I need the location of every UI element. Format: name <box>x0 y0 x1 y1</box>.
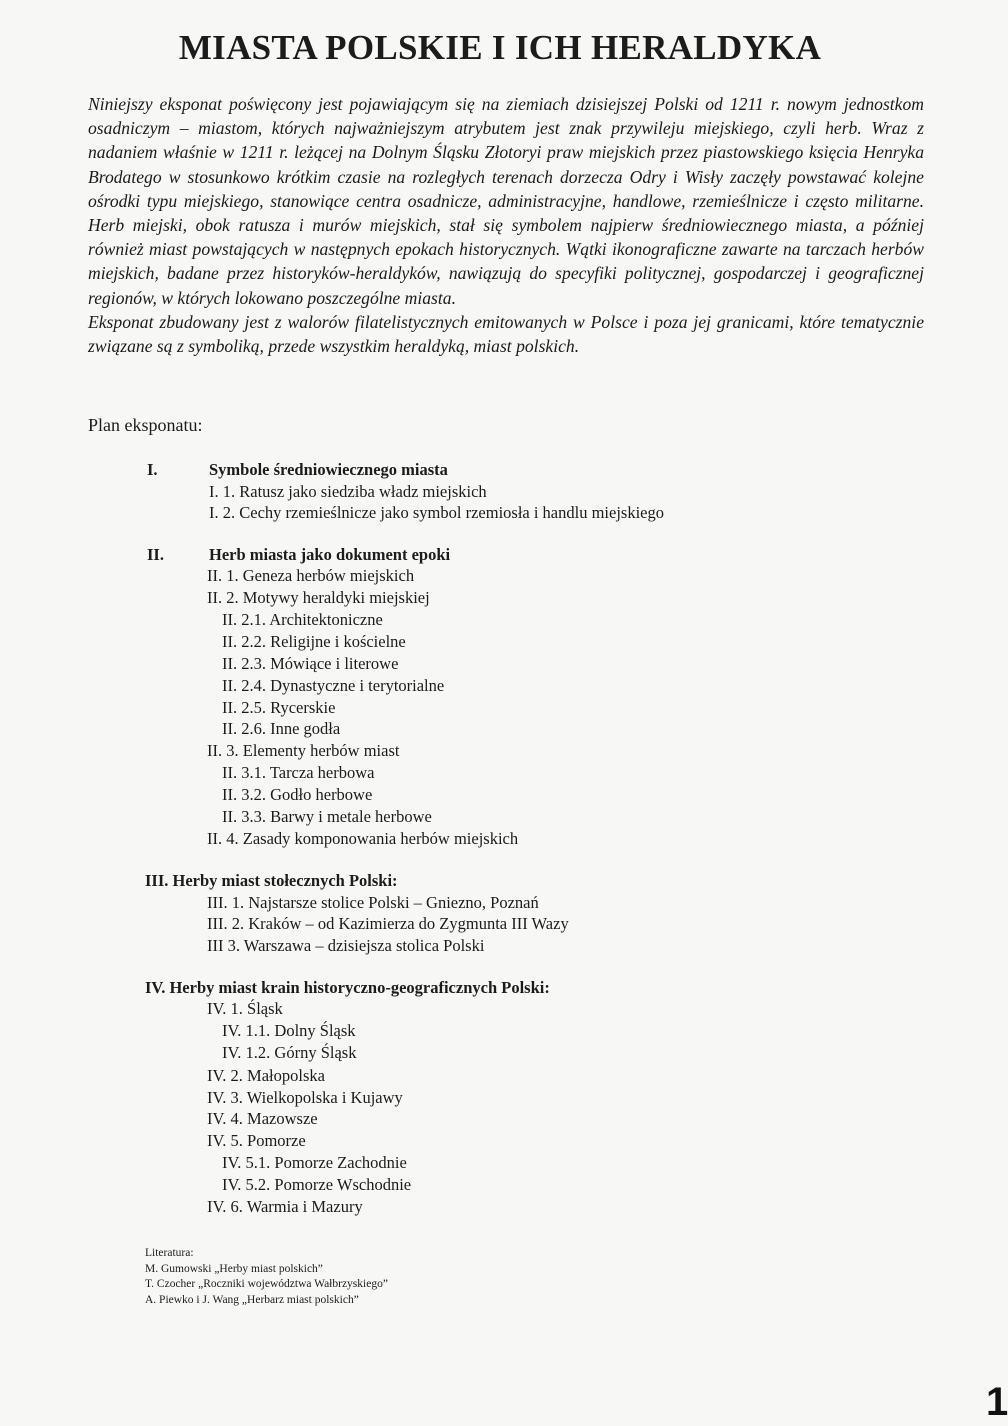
toc-subitem: II. 3.2. Godło herbowe <box>222 785 373 804</box>
toc-subitem: II. 2.6. Inne godła <box>222 719 341 738</box>
section-number: II. <box>147 545 164 564</box>
section-title: IV. Herby miast krain historyczno-geograficznych Polski: <box>145 978 550 997</box>
toc-item: III. 1. Najstarsze stolice Polski – Gniezno, Poznań <box>207 893 539 912</box>
toc-subitem: IV. 5.2. Pomorze Wschodnie <box>222 1175 412 1194</box>
intro-paragraph-2: Eksponat zbudowany jest z walorów filatelistycznych emitowanych w Polsce i poza jej granicami, które tematycznie związane są z symboliką, przede wszystkim heraldyką, miast polskich. <box>88 311 924 357</box>
toc-item: II. 4. Zasady komponowania herbów miejskich <box>207 829 519 848</box>
toc-item: II. 3. Elementy herbów miast <box>207 741 400 760</box>
section-title: III. Herby miast stołecznych Polski: <box>145 871 398 890</box>
toc-item: I. 1. Ratusz jako siedziba władz miejskich <box>209 482 487 501</box>
literature-entry: M. Gumowski „Herby miast polskich” <box>145 1262 323 1275</box>
toc-subitem: IV. 1.1. Dolny Śląsk <box>222 1021 356 1040</box>
section-number: I. <box>147 460 158 479</box>
toc-item: IV. 3. Wielkopolska i Kujawy <box>207 1088 403 1107</box>
page-number: 1 <box>986 1380 1008 1424</box>
literature-entry: T. Czocher „Roczniki województwa Wałbrzyskiego” <box>145 1278 388 1290</box>
plan-heading: Plan eksponatu: <box>88 415 203 435</box>
toc-item: III. 2. Kraków – od Kazimierza do Zygmunta III Wazy <box>207 914 569 933</box>
literature-section <box>145 1246 388 1308</box>
literature-heading: Literatura: <box>145 1247 194 1259</box>
toc-item: IV. 1. Śląsk <box>207 999 283 1018</box>
toc-item: III 3. Warszawa – dzisiejsza stolica Polski <box>207 936 485 955</box>
toc-subitem: II. 2.3. Mówiące i literowe <box>222 654 399 673</box>
toc-item: II. 1. Geneza herbów miejskich <box>207 566 415 585</box>
section-title: Herb miasta jako dokument epoki <box>209 545 451 564</box>
section-title: Symbole średniowiecznego miasta <box>209 460 448 479</box>
toc-subitem: II. 2.1. Architektoniczne <box>222 610 383 629</box>
toc-item: IV. 4. Mazowsze <box>207 1109 318 1128</box>
toc-subitem: II. 3.3. Barwy i metale herbowe <box>222 807 432 826</box>
toc-subitem: II. 2.4. Dynastyczne i terytorialne <box>222 676 445 695</box>
intro-text <box>88 92 924 358</box>
toc-subitem: II. 2.5. Rycerskie <box>222 698 336 717</box>
toc-item: IV. 2. Małopolska <box>207 1066 325 1085</box>
intro-paragraph-1: Niniejszy eksponat poświęcony jest pojawiającym się na ziemiach dzisiejszej Polski od 1211 r. nowym jednostkom osadniczym – miastom, których najważniejszym atrybutem jest znak przywileju miejskiego, czyli herb. Wraz z nadaniem właśnie w 1211 r. leżącej na Dolnym Śląsku Złotoryi praw miejskich przez piastowskiego księcia Henryka Brodatego w stosunkowo krótkim czasie na rozległych terenach dorzecza Odry i Wisły zaczęły powstawać kolejne ośrodki typu miejskiego, stanowiące centra osadnicze, administracyjne, handlowe, rzemieślnicze i często militarne. Herb miejski, obok ratusza i murów miejskich, stał się symbolem najpierw średniowiecznego miasta, a później również miast powstających w następnych epokach historycznych. Wątki ikonograficzne zawarte na tarczach herbów miejskich, badane przez historyków-heraldyków, nawiązują do specyfiki politycznej, gospodarczej i geograficznej regionów, w których lokowano poszczególne miasta. <box>88 94 924 308</box>
literature-entry: A. Piewko i J. Wang „Herbarz miast polskich” <box>145 1293 359 1306</box>
toc-subitem: II. 2.2. Religijne i kościelne <box>222 632 406 651</box>
toc-subitem: IV. 1.2. Górny Śląsk <box>222 1043 357 1062</box>
toc-item: II. 2. Motywy heraldyki miejskiej <box>207 588 430 607</box>
toc-item: IV. 5. Pomorze <box>207 1131 306 1150</box>
page-title: MIASTA POLSKIE I ICH HERALDYKA <box>178 28 822 67</box>
toc-item: IV. 6. Warmia i Mazury <box>207 1197 363 1216</box>
toc-item: I. 2. Cechy rzemieślnicze jako symbol rzemiosła i handlu miejskiego <box>209 503 664 522</box>
toc-subitem: II. 3.1. Tarcza herbowa <box>222 763 375 782</box>
toc-subitem: IV. 5.1. Pomorze Zachodnie <box>222 1153 407 1172</box>
